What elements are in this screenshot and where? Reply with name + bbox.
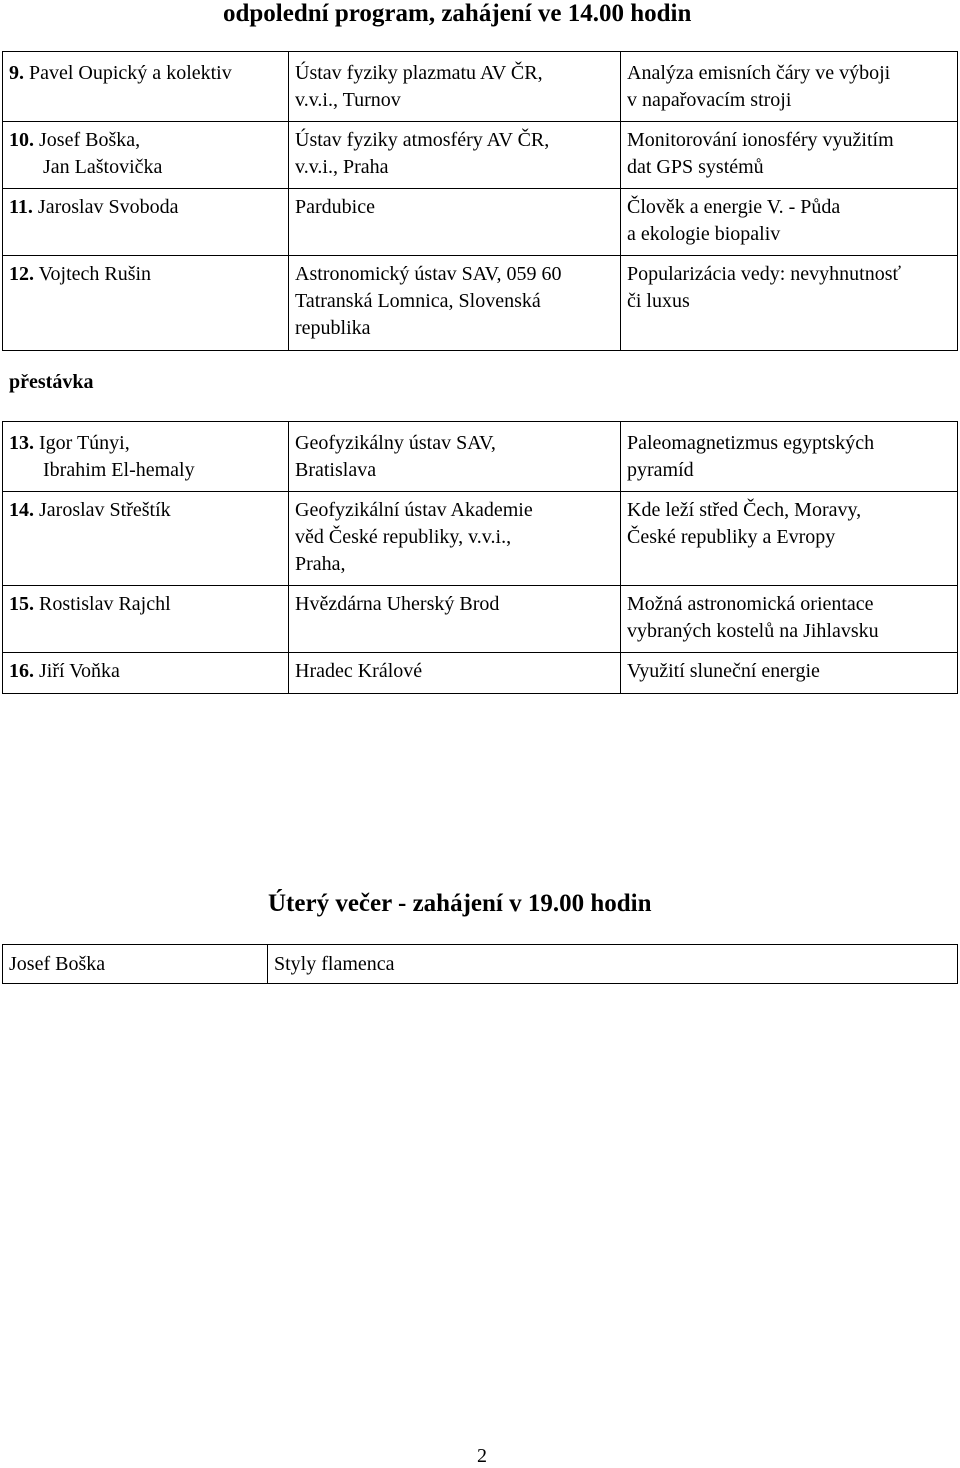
institution-cell-line: Astronomický ústav SAV, 059 60 xyxy=(295,263,562,285)
talk-title-cell-line: pyramíd xyxy=(627,459,694,481)
speaker-name: Vojtech Rušin xyxy=(38,263,152,285)
institution-cell-line: Praha, xyxy=(295,553,346,575)
institution-cell xyxy=(289,422,621,492)
program-row xyxy=(3,653,958,694)
program-row xyxy=(3,189,958,256)
speaker-cell xyxy=(3,122,289,189)
program-row xyxy=(3,256,958,351)
evening-title: Styly flamenca xyxy=(268,945,958,984)
talk-title-cell-line: Analýza emisních čáry ve výboji xyxy=(627,62,891,84)
afternoon-session-2-table xyxy=(2,421,958,694)
speaker-name: Rostislav Rajchl xyxy=(39,593,171,615)
talk-title-cell xyxy=(621,492,958,586)
institution-cell xyxy=(289,653,621,694)
program-row xyxy=(3,586,958,653)
afternoon-session-1-table xyxy=(2,51,958,351)
institution-cell xyxy=(289,586,621,653)
institution-cell xyxy=(289,189,621,256)
talk-number: 15. xyxy=(9,593,34,615)
speaker-name: Igor Túnyi, xyxy=(39,432,130,454)
page-number: 2 xyxy=(477,1445,487,1467)
speaker-name: Josef Boška, xyxy=(39,129,141,151)
talk-title-cell xyxy=(621,122,958,189)
talk-title-cell xyxy=(621,189,958,256)
speaker-cell xyxy=(3,189,289,256)
institution-cell-line: v.v.i., Turnov xyxy=(295,89,401,111)
speaker-name: Ibrahim El-hemaly xyxy=(43,459,195,481)
talk-title-cell-line: dat GPS systémů xyxy=(627,156,764,178)
talk-number: 10. xyxy=(9,129,34,151)
speaker-cell xyxy=(3,52,289,122)
talk-title-cell-line: Monitorování ionosféry využitím xyxy=(627,129,894,151)
talk-title-cell-line: Popularizácia vedy: nevyhnutnosť xyxy=(627,263,902,285)
institution-cell-line: republika xyxy=(295,317,371,339)
talk-number: 11. xyxy=(9,196,33,218)
talk-title-cell-line: Možná astronomická orientace xyxy=(627,593,874,615)
institution-cell-line: Bratislava xyxy=(295,459,377,481)
institution-cell-line: v.v.i., Praha xyxy=(295,156,389,178)
institution-cell xyxy=(289,52,621,122)
program-row xyxy=(3,122,958,189)
speaker-cell xyxy=(3,422,289,492)
program-row xyxy=(3,492,958,586)
talk-title-cell-line: Využití sluneční energie xyxy=(627,660,820,682)
talk-title-cell-line: Kde leží střed Čech, Moravy, xyxy=(627,499,862,521)
speaker-name: Jan Laštovička xyxy=(43,156,163,178)
talk-title-cell-line: a ekologie biopaliv xyxy=(627,223,781,245)
program-row xyxy=(3,52,958,122)
institution-cell-line: Tatranská Lomnica, Slovenská xyxy=(295,290,541,312)
institution-cell-line: Ústav fyziky atmosféry AV ČR, xyxy=(295,129,550,151)
talk-title-cell-line: České republiky a Evropy xyxy=(627,526,836,548)
talk-title-cell xyxy=(621,653,958,694)
talk-title-cell-line: Paleomagnetizmus egyptských xyxy=(627,432,875,454)
talk-title-cell-line: či luxus xyxy=(627,290,690,312)
talk-number: 9. xyxy=(9,62,24,84)
talk-number: 13. xyxy=(9,432,34,454)
talk-title-cell-line: v napařovacím stroji xyxy=(627,89,792,111)
speaker-cell xyxy=(3,256,289,351)
speaker-name: Jaroslav Střeštík xyxy=(39,499,171,521)
speaker-cell xyxy=(3,653,289,694)
institution-cell xyxy=(289,122,621,189)
institution-cell xyxy=(289,256,621,351)
institution-cell-line: věd České republiky, v.v.i., xyxy=(295,526,512,548)
speaker-cell xyxy=(3,586,289,653)
institution-cell xyxy=(289,492,621,586)
talk-number: 14. xyxy=(9,499,34,521)
talk-title-cell xyxy=(621,586,958,653)
talk-title-cell xyxy=(621,52,958,122)
institution-cell-line: Ústav fyziky plazmatu AV ČR, xyxy=(295,62,543,84)
speaker-name: Pavel Oupický a kolektiv xyxy=(29,62,232,84)
talk-title-cell-line: vybraných kostelů na Jihlavsku xyxy=(627,620,879,642)
institution-cell-line: Hvězdárna Uherský Brod xyxy=(295,593,500,615)
talk-title-cell-line: Člověk a energie V. - Půda xyxy=(627,196,841,218)
speaker-name: Jiří Voňka xyxy=(39,660,120,682)
talk-title-cell xyxy=(621,256,958,351)
break-label: přestávka xyxy=(9,371,94,393)
evening-speaker: Josef Boška xyxy=(3,945,268,984)
institution-cell-line: Hradec Králové xyxy=(295,660,423,682)
speaker-cell xyxy=(3,492,289,586)
program-row xyxy=(3,422,958,492)
institution-cell-line: Geofyzikálny ústav SAV, xyxy=(295,432,496,454)
talk-number: 12. xyxy=(9,263,34,285)
speaker-name: Jaroslav Svoboda xyxy=(37,196,179,218)
talk-title-cell xyxy=(621,422,958,492)
afternoon-program-heading: odpolední program, zahájení ve 14.00 hodin xyxy=(223,0,692,27)
institution-cell-line: Pardubice xyxy=(295,196,375,218)
talk-number: 16. xyxy=(9,660,34,682)
evening-program-table xyxy=(2,944,958,984)
evening-row xyxy=(3,945,958,984)
evening-program-heading: Úterý večer - zahájení v 19.00 hodin xyxy=(268,890,652,917)
institution-cell-line: Geofyzikální ústav Akademie xyxy=(295,499,533,521)
